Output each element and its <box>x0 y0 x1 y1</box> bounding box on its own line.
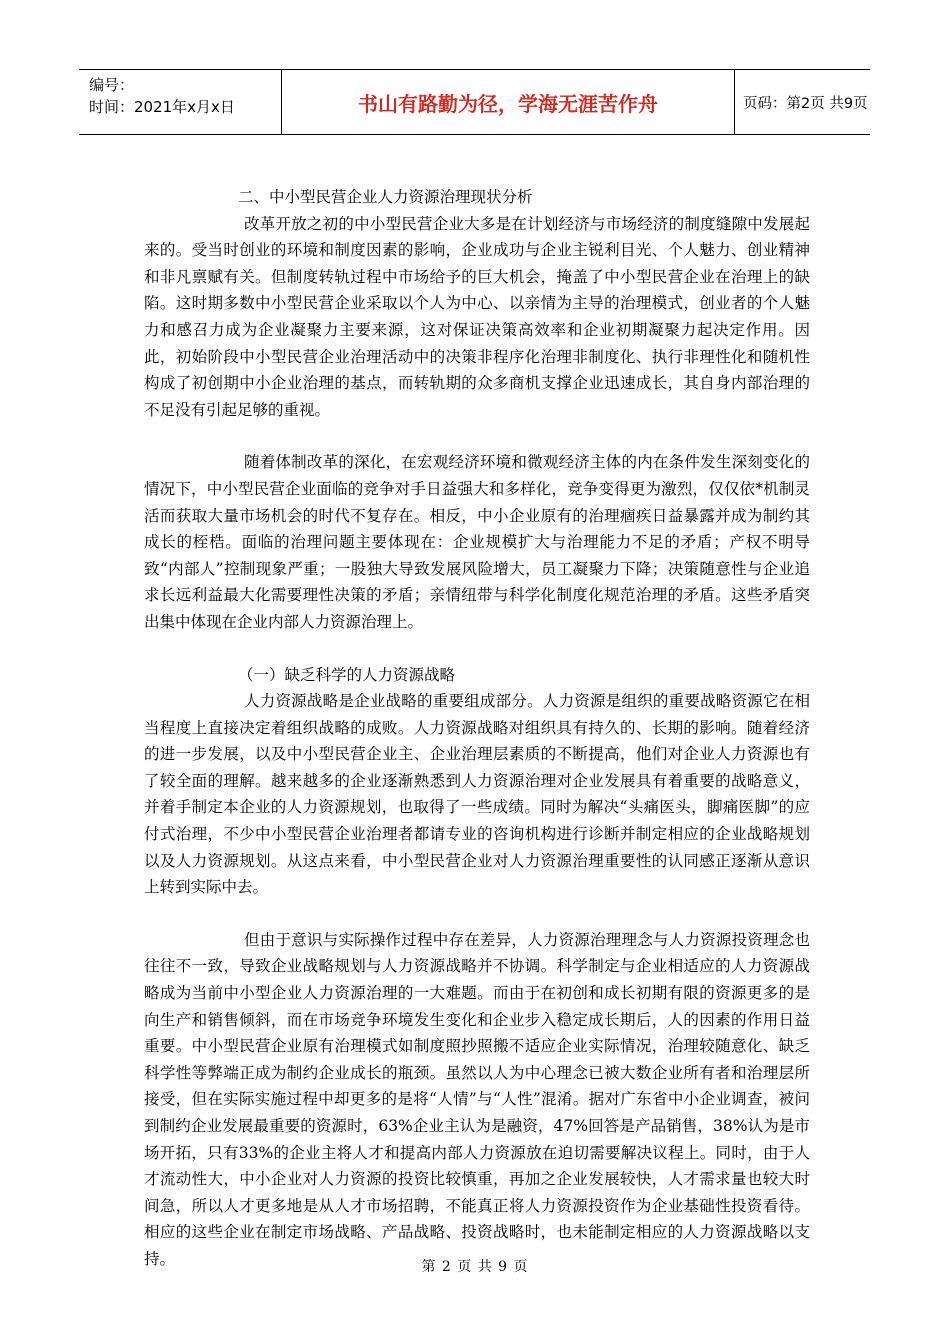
paragraph: 随着体制改革的深化，在宏观经济环境和微观经济主体的内在条件发生深刻变化的情况下，中小型民营企业面临的竞争对手日益强大和多样化，竞争变得更为激烈，仅仅依*机制灵活而获取大量市场机会的时代不复存在。相反，中小企业原有的治理痼疾日益暴露并成为制约其成长的桎梏。面临的治理问题主要体现在：企业规模扩大与治理能力不足的矛盾；产权不明导致“内部人”控制现象严重；一股独大导致发展风险增大，员工凝聚力下降；决策随意性与企业追求长远利益最大化需要理性决策的矛盾；亲情纽带与科学化制度化规范治理的矛盾。这些矛盾突出集中体现在企业内部人力资源治理上。 <box>144 453 810 631</box>
page-header <box>79 69 870 135</box>
section-title: 二、中小型民营企业人力资源治理现状分析 <box>238 188 533 206</box>
header-motto: 书山有路勤为径，学海无涯苦作舟 <box>282 70 735 134</box>
page-footer: 第 2 页 共 9 页 <box>421 1259 529 1275</box>
header-meta <box>79 70 282 134</box>
paragraph: 人力资源战略是企业战略的重要组成部分。人力资源是组织的重要战略资源它在相当程度上直接决定着组织战略的成败。人力资源战略对组织具有持久的、长期的影响。随着经济的进一步发展，以及中小型民营企业主、企业治理层素质的不断提高，他们对企业人力资源也有了较全面的理解。越来越多的企业逐渐熟悉到人力资源治理对企业发展具有着重要的战略意义，并着手制定本企业的人力资源规划，也取得了一些成绩。同时为解决“头痛医头，脚痛医脚”的应付式治理，不少中小型民营企业治理者都请专业的咨询机构进行诊断并制定相应的企业战略规划以及人力资源规划。从这点来看，中小型民营企业对人力资源治理重要性的认同感正逐渐从意识上转到实际中去。 <box>144 692 810 897</box>
subsection-title: （一）缺乏科学的人力资源战略 <box>238 665 456 684</box>
paragraph: 但由于意识与实际操作过程中存在差异，人力资源治理理念与人力资源投资理念也往往不一致，导致企业战略规划与人力资源战略并不协调。科学制定与企业相适应的人力资源战略成为当前中小型企业人力资源治理的一大难题。而由于在初创和成长初期有限的资源更多的是向生产和销售倾斜，而在市场竞争环境发生变化和企业步入稳定成长期后，人的因素的作用日益重要。中小型民营企业原有治理模式如制度照抄照搬不适应企业实际情况，治理较随意化、缺乏科学性等弊端正成为制约企业成长的瓶颈。虽然以人为中心理念已被大数企业所有者和治理层所接受，但在实际实施过程中却更多的是将“人情”与“人性”混淆。据对广东省中小企业调查，被问到制约企业发展最重要的资源时，63%企业主认为是融资，47%回答是产品销售，38%认为是市场开拓，只有33%的企业主将人才和提高内部人力资源放在迫切需要解决议程上。同时，由于人才流动性大，中小企业对人力资源的投资比较慎重，再加之企业发展较快，人才需求量也较大时间急，所以人才更多地是从人才市场招聘，不能真正将人力资源投资作为企业基础性投资看待。相应的这些企业在制定市场战略、产品战略、投资战略时，也未能制定相应的人力资源战略以支持。 <box>144 930 810 1268</box>
paragraph: 改革开放之初的中小型民营企业大多是在计划经济与市场经济的制度缝隙中发展起来的。受当时创业的环境和制度因素的影响，企业成功与企业主锐利目光、个人魅力、创业精神和非凡禀赋有关。但制度转轨过程中市场给予的巨大机会，掩盖了中小型民营企业在治理上的缺陷。这时期多数中小型民营企业采取以个人为中心、以亲情为主导的治理模式，创业者的个人魅力和感召力成为企业凝聚力主要来源，这对保证决策高效率和企业初期凝聚力起决定作用。因此，初始阶段中小型民营企业治理活动中的决策非程序化治理非制度化、执行非理性化和随机性构成了初创期中小企业治理的基点，而转轨期的众多商机支撑企业迅速成长，其自身内部治理的不足没有引起足够的重视。 <box>144 214 810 419</box>
header-page-label: 页码：第2页 共9页 <box>743 95 868 112</box>
document-body <box>144 184 810 1273</box>
document-number-label: 编号： <box>89 76 135 94</box>
document-date-label: 时间：2021年x月x日 <box>89 98 235 116</box>
